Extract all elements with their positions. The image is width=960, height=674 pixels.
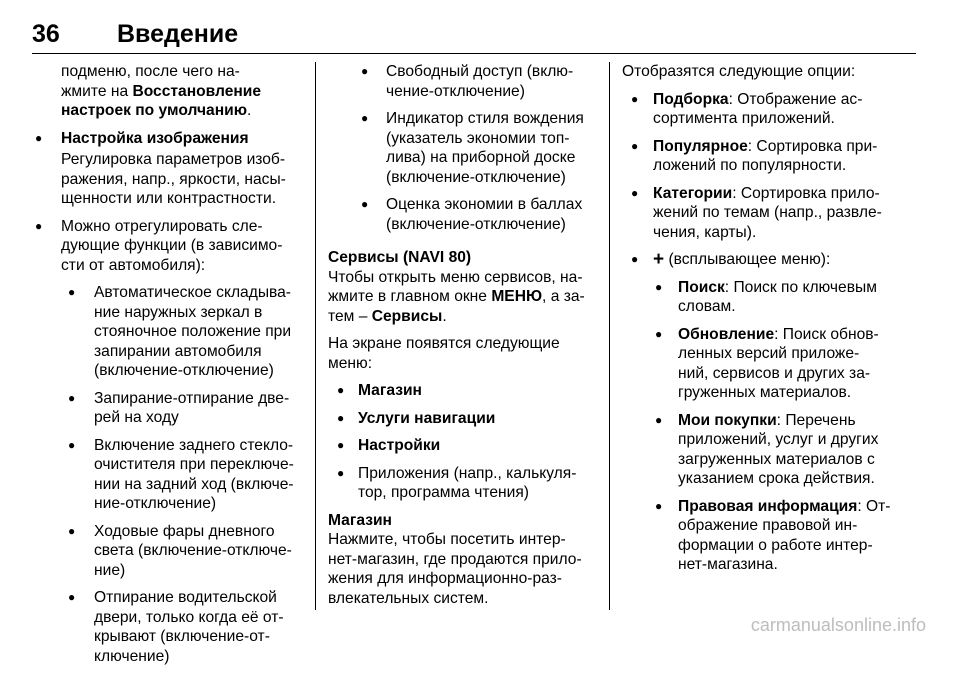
column-3	[622, 62, 916, 583]
list-item: ● Индикатор стиля вождения (указатель экономии топ- лива) на приборной доске (включение-отключение)	[328, 109, 594, 187]
page-header	[32, 20, 916, 54]
column-1	[32, 62, 302, 674]
sub-option-item: ● Обновление: Поиск обнов- ленных версий приложе- ний, сервисов и других за- груженных материалов.	[622, 325, 916, 403]
menu-item-shop: ● Магазин	[328, 381, 594, 401]
list-item: ● Можно отрегулировать сле- дующие функции (в зависимо- сти от автомобиля):	[32, 217, 302, 276]
menu-intro: На экране появятся следующие меню:	[328, 335, 560, 372]
services-term: Сервисы	[371, 307, 443, 325]
options-intro: Отобразятся следующие опции:	[622, 63, 856, 80]
watermark: carmanualsonline.info	[750, 615, 926, 635]
option-item: ● Подборка: Отображение ас- сортимента приложений.	[622, 90, 916, 129]
image-settings-text: Регулировка параметров изоб- ражения, напр., яркости, насы- щенности или контрастности.	[61, 151, 286, 207]
sub-list-item: ● Ходовые фары дневного света (включение-отключе- ние)	[32, 522, 302, 581]
sub-list-item: ● Запирание-отпирание две- рей на ходу	[32, 389, 302, 428]
option-item: ● Популярное: Сортировка при- ложений по популярности.	[622, 137, 916, 176]
option-item: ● Категории: Сортировка прило- жений по темам (напр., развле- чения, карты).	[622, 184, 916, 243]
menu-item-apps: ● Приложения (напр., калькуля- тор, программа чтения)	[328, 464, 594, 503]
sub-option-item: ● Правовая информация: От- ображение правовой ин- формации о работе интер- нет-магазина.	[622, 497, 916, 575]
restore-defaults-term: Восстановление	[132, 82, 262, 100]
intro-paragraph: подменю, после чего на- жмите на Восстановление настроек по умолчанию.	[61, 63, 262, 119]
column-divider	[315, 62, 316, 610]
column-2	[328, 62, 594, 616]
column-divider	[609, 62, 610, 610]
plus-icon: +	[653, 249, 665, 270]
services-heading: Сервисы (NAVI 80)	[328, 249, 472, 266]
services-paragraph: Чтобы открыть меню сервисов, на- жмите в главном окне МЕНЮ, а за- тем – Сервисы.	[328, 268, 585, 325]
list-item	[32, 129, 302, 149]
page-number: 36	[32, 20, 60, 48]
option-item: ● + (всплывающее меню):	[622, 250, 916, 270]
sub-option-item: ● Мои покупки: Перечень приложений, услуг и других загруженных материалов с указанием срока действия.	[622, 411, 916, 489]
list-item: ● Свободный доступ (вклю- чение-отключение)	[328, 62, 594, 101]
image-settings-heading: ● Настройка изображения	[61, 129, 249, 147]
sub-option-item: ● Поиск: Поиск по ключевым словам.	[622, 278, 916, 317]
sub-list-item: ● Автоматическое складыва- ние наружных зеркал в стояночное положение при запирании автомобиля (включение-отключение)	[32, 283, 302, 381]
sub-list-item: ● Включение заднего стекло- очистителя при переключе- нии на задний ход (включе- ние-отключение)	[32, 436, 302, 514]
list-item: ● Оценка экономии в баллах (включение-отключение)	[328, 195, 594, 234]
menu-item-settings: ● Настройки	[328, 436, 594, 456]
shop-paragraph: Нажмите, чтобы посетить интер- нет-магазин, где продаются прило- жения для информационно-раз- влекательных систем.	[328, 531, 582, 607]
page-title: Введение	[117, 20, 239, 48]
shop-heading: Магазин	[328, 511, 392, 529]
menu-item-navigation: ● Услуги навигации	[328, 409, 594, 429]
sub-list-item: ● Отпирание водительской двери, только когда её от- крывают (включение-от- ключение)	[32, 588, 302, 666]
menu-term: МЕНЮ	[491, 288, 543, 305]
